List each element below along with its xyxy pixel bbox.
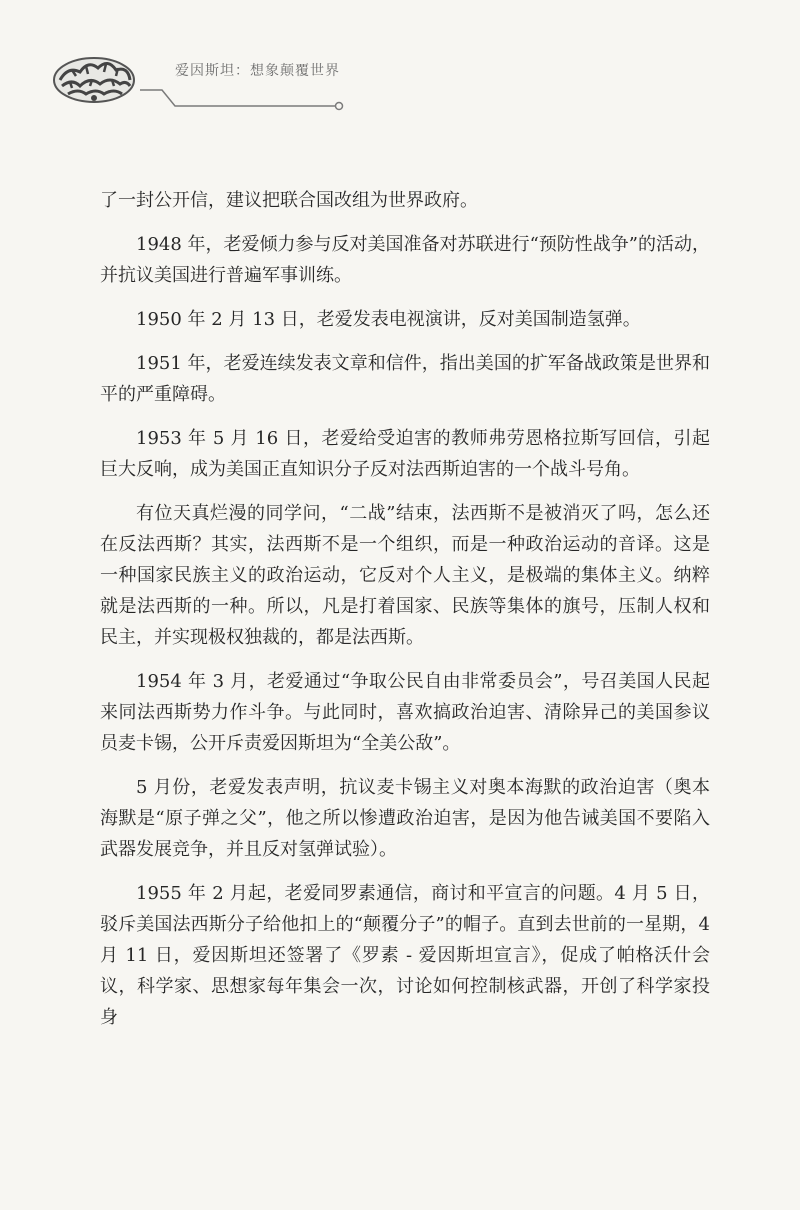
paragraph: 5 月份，老爱发表声明，抗议麦卡锡主义对奥本海默的政治迫害（奥本海默是“原子弹之父”，他之所以惨遭政治迫害，是因为他告诫美国不要陷入武器发展竞争，并且反对氢弹试验）。 (100, 777, 710, 860)
header-rule (0, 0, 800, 140)
paragraph: 1954 年 3 月，老爱通过“争取公民自由非常委员会”，号召美国人民起来同法西斯势力作斗争。与此同时，喜欢搞政治迫害、清除异己的美国参议员麦卡锡，公开斥责爱因斯坦为“全美公敌”。 (100, 671, 710, 754)
paragraph: 1948 年，老爱倾力参与反对美国准备对苏联进行“预防性战争”的活动，并抗议美国进行普遍军事训练。 (100, 234, 710, 286)
paragraph: 了一封公开信，建议把联合国改组为世界政府。 (100, 190, 478, 211)
running-header-title: 爱因斯坦：想象颠覆世界 (175, 63, 340, 79)
paragraph: 1953 年 5 月 16 日，老爱给受迫害的教师弗劳恩格拉斯写回信，引起巨大反响，成为美国正直知识分子反对法西斯迫害的一个战斗号角。 (100, 428, 710, 480)
paragraph: 1950 年 2 月 13 日，老爱发表电视演讲，反对美国制造氢弹。 (136, 309, 641, 330)
paragraph: 有位天真烂漫的同学问，“二战”结束，法西斯不是被消灭了吗，怎么还在反法西斯？其实，法西斯不是一个组织，而是一种政治运动的音译。这是一种国家民族主义的政治运动，它反对个人主义，是极端的集体主义。纳粹就是法西斯的一种。所以，凡是打着国家、民族等集体的旗号，压制人权和民主，并实现极权独裁的，都是法西斯。 (100, 503, 710, 648)
paragraph: 1951 年，老爱连续发表文章和信件，指出美国的扩军备战政策是世界和平的严重障碍。 (100, 353, 710, 405)
page-header (0, 0, 800, 140)
paragraph: 1955 年 2 月起，老爱同罗素通信，商讨和平宣言的问题。4 月 5 日，驳斥美国法西斯分子给他扣上的“颠覆分子”的帽子。直到去世前的一星期，4 月 11 日，爱因斯坦还签署了《罗素 - 爱因斯坦宣言》，促成了帕格沃什会议，科学家、思想家每年集会一次，讨论如何控制核武器，开创了科学家投身 (100, 883, 710, 1028)
body-text (100, 185, 710, 1046)
